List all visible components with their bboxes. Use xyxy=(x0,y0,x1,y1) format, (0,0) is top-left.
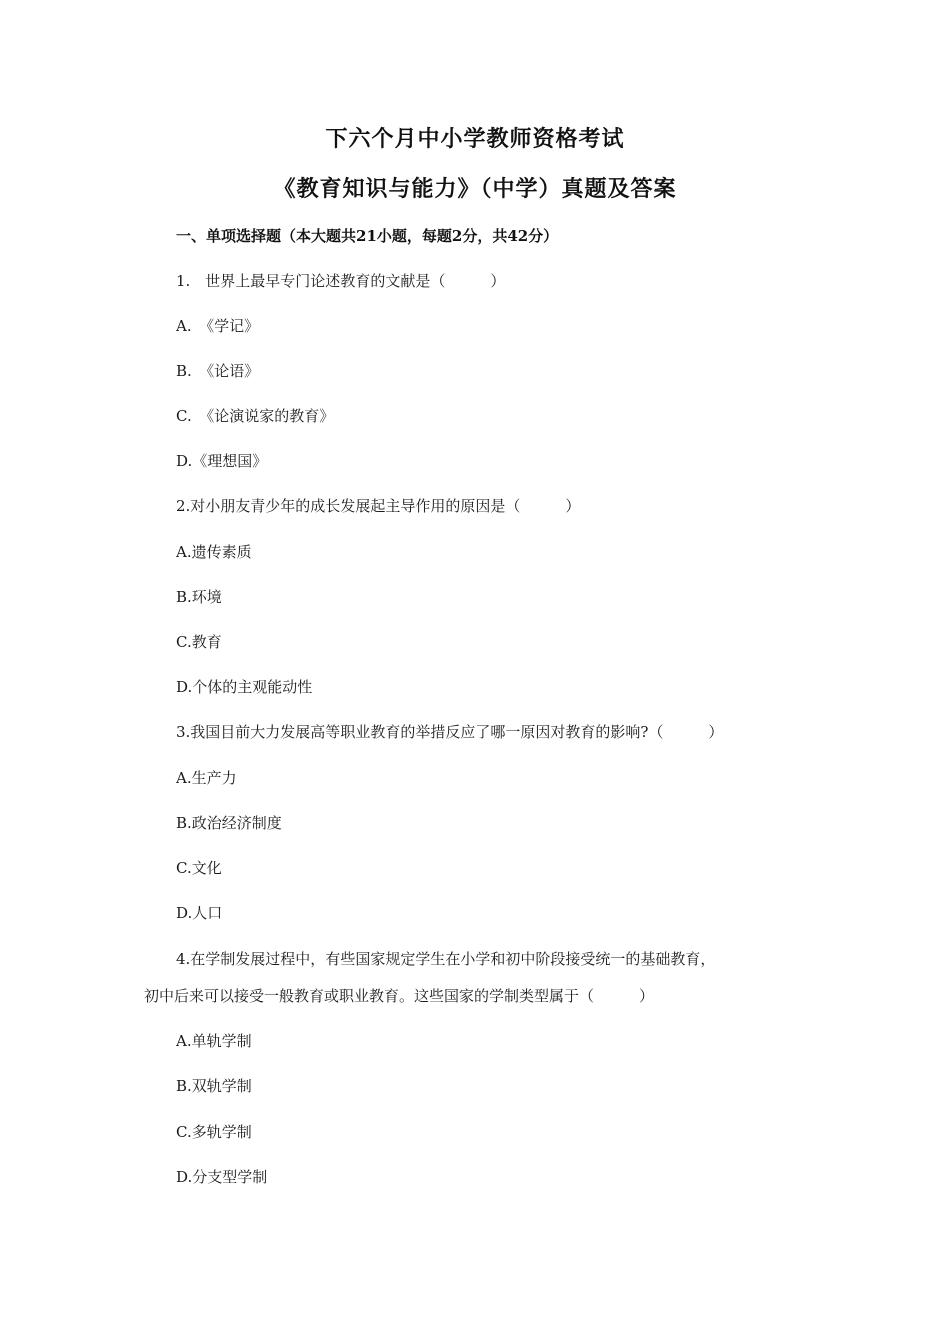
question-4-option-a: A.单轨学制 xyxy=(176,1032,252,1050)
question-3-option-b: B.政治经济制度 xyxy=(176,814,282,832)
question-4-option-c: C.多轨学制 xyxy=(176,1123,252,1141)
section-heading: 一、单项选择题（本大题共21小题，每题2分，共42分） xyxy=(176,227,559,245)
question-1-option-c: C. 《论演说家的教育》 xyxy=(176,407,335,425)
question-2-option-b: B.环境 xyxy=(176,588,222,606)
question-3-option-c: C.文化 xyxy=(176,859,222,877)
question-4-option-d: D.分支型学制 xyxy=(176,1168,268,1186)
question-4-option-b: B.双轨学制 xyxy=(176,1077,252,1095)
question-4-stem-line2: 初中后来可以接受一般教育或职业教育。这些国家的学制类型属于（ ） xyxy=(144,987,655,1005)
question-2-option-a: A.遗传素质 xyxy=(176,543,252,561)
question-3-stem: 3.我国目前大力发展高等职业教育的举措反应了哪一原因对教育的影响?（ ） xyxy=(176,723,724,741)
document-title: 下六个月中小学教师资格考试 xyxy=(325,126,625,152)
question-1-option-b: B. 《论语》 xyxy=(176,362,260,380)
question-4-stem-line1: 4.在学制发展过程中，有些国家规定学生在小学和初中阶段接受统一的基础教育， xyxy=(176,950,716,968)
question-1-stem: 1. 世界上最早专门论述教育的文献是（ ） xyxy=(176,272,506,290)
question-3-option-d: D.人口 xyxy=(176,904,223,922)
question-2-stem: 2.对小朋友青少年的成长发展起主导作用的原因是（ ） xyxy=(176,497,581,515)
question-3-option-a: A.生产力 xyxy=(176,769,237,787)
question-1-option-d: D.《理想国》 xyxy=(176,452,268,470)
question-1-option-a: A. 《学记》 xyxy=(176,317,260,335)
document-subtitle: 《教育知识与能力》（中学）真题及答案 xyxy=(273,176,677,202)
question-2-option-d: D.个体的主观能动性 xyxy=(176,678,313,696)
question-2-option-c: C.教育 xyxy=(176,633,222,651)
